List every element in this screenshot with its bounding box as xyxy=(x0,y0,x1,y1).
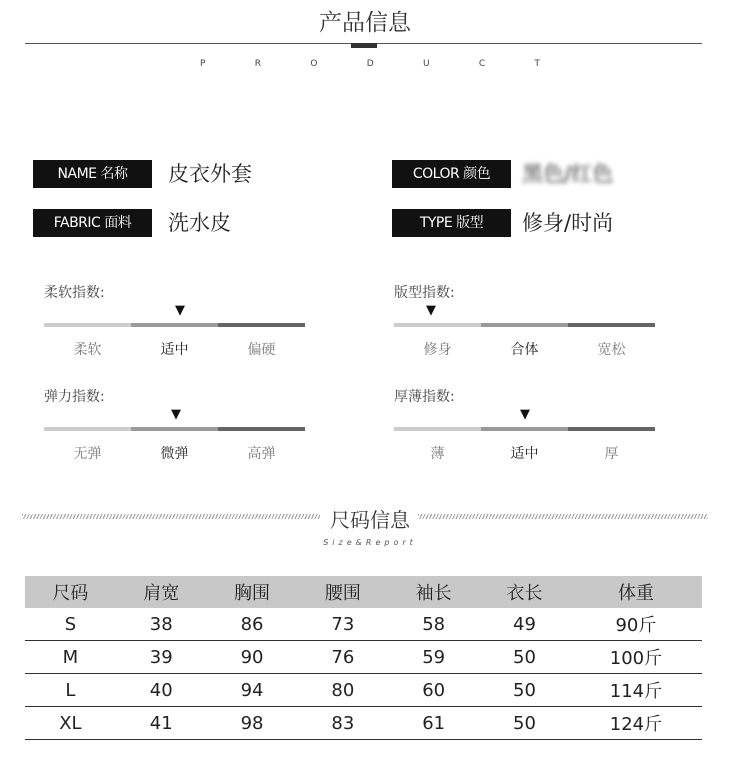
table-cell: 124斤 xyxy=(570,707,702,740)
scale-option: 无弹 xyxy=(73,446,102,462)
table-cell: 80 xyxy=(297,674,388,707)
softness-options xyxy=(44,339,305,359)
table-cell: 49 xyxy=(479,608,570,641)
elasticity-index-label: 弹力指数: xyxy=(44,389,105,405)
column-header: 尺码 xyxy=(25,576,116,608)
color-value: 黑色/红色 xyxy=(522,162,614,186)
scale-segment xyxy=(481,427,568,431)
column-header: 肩宽 xyxy=(116,576,207,608)
table-row xyxy=(25,641,702,674)
scale-option: 修身 xyxy=(423,342,452,358)
softness-scale xyxy=(44,323,305,327)
scale-segment xyxy=(44,323,131,327)
table-cell: 40 xyxy=(116,674,207,707)
table-cell: M xyxy=(25,641,116,674)
scale-option: 偏硬 xyxy=(247,342,276,358)
size-table xyxy=(25,576,702,740)
scale-option: 厚 xyxy=(604,446,619,462)
thickness-scale xyxy=(394,427,655,431)
name-tag: NAME 名称 xyxy=(33,160,152,188)
fit-options xyxy=(394,339,655,359)
table-cell: 41 xyxy=(116,707,207,740)
table-cell: 86 xyxy=(207,608,298,641)
type-value: 修身/时尚 xyxy=(522,211,614,235)
table-cell: XL xyxy=(25,707,116,740)
name-value: 皮衣外套 xyxy=(168,162,252,186)
product-letter: T xyxy=(534,59,540,69)
fit-index-label: 版型指数: xyxy=(394,285,455,301)
column-header: 腰围 xyxy=(297,576,388,608)
size-section-subtitle: Size&Report xyxy=(323,538,417,547)
size-section-title: 尺码信息 xyxy=(330,508,410,532)
scale-segment xyxy=(568,427,655,431)
column-header: 袖长 xyxy=(388,576,479,608)
scale-segment xyxy=(394,323,481,327)
table-cell: 90 xyxy=(207,641,298,674)
title-divider-tab xyxy=(351,43,377,48)
fabric-tag: FABRIC 面料 xyxy=(33,209,152,237)
table-cell: 60 xyxy=(388,674,479,707)
softness-pointer-icon: ▼ xyxy=(175,303,185,318)
table-cell: 98 xyxy=(207,707,298,740)
thickness-options xyxy=(394,443,655,463)
table-cell: 90斤 xyxy=(570,608,702,641)
scale-segment xyxy=(394,427,481,431)
column-header: 体重 xyxy=(570,576,702,608)
scale-segment xyxy=(131,323,218,327)
table-cell: 50 xyxy=(479,641,570,674)
table-cell: 73 xyxy=(297,608,388,641)
scale-option: 合体 xyxy=(510,342,539,358)
hatch-divider-right xyxy=(418,514,708,519)
table-cell: 50 xyxy=(479,674,570,707)
table-row xyxy=(25,707,702,740)
table-cell: L xyxy=(25,674,116,707)
table-cell: 76 xyxy=(297,641,388,674)
page-title: 产品信息 xyxy=(319,10,411,36)
scale-segment xyxy=(44,427,131,431)
fabric-value: 洗水皮 xyxy=(168,211,231,235)
scale-option: 宽松 xyxy=(597,342,626,358)
elasticity-options xyxy=(44,443,305,463)
type-tag: TYPE 版型 xyxy=(392,209,511,237)
table-row xyxy=(25,608,702,641)
table-cell: 38 xyxy=(116,608,207,641)
product-letter: D xyxy=(366,59,374,69)
table-cell: 94 xyxy=(207,674,298,707)
fit-scale xyxy=(394,323,655,327)
scale-option: 高弹 xyxy=(247,446,276,462)
scale-option: 薄 xyxy=(430,446,445,462)
table-cell: 39 xyxy=(116,641,207,674)
table-cell: 50 xyxy=(479,707,570,740)
table-cell: 83 xyxy=(297,707,388,740)
elasticity-scale xyxy=(44,427,305,431)
scale-option: 柔软 xyxy=(73,342,102,358)
table-cell: 114斤 xyxy=(570,674,702,707)
table-cell: S xyxy=(25,608,116,641)
scale-segment xyxy=(218,323,305,327)
table-header-row xyxy=(25,576,702,608)
column-header: 胸围 xyxy=(207,576,298,608)
column-header: 衣长 xyxy=(479,576,570,608)
product-letter: U xyxy=(422,59,430,69)
scale-segment xyxy=(568,323,655,327)
table-cell: 58 xyxy=(388,608,479,641)
scale-option-selected: 适中 xyxy=(160,342,189,358)
product-letters xyxy=(200,59,540,69)
table-cell: 100斤 xyxy=(570,641,702,674)
elasticity-pointer-icon: ▼ xyxy=(171,407,181,422)
product-letter: R xyxy=(254,59,262,69)
product-letter: P xyxy=(200,59,206,69)
scale-option-selected: 微弹 xyxy=(160,446,189,462)
table-row xyxy=(25,674,702,707)
table-cell: 59 xyxy=(388,641,479,674)
softness-index-label: 柔软指数: xyxy=(44,285,105,301)
scale-segment xyxy=(218,427,305,431)
scale-segment xyxy=(481,323,568,327)
table-cell: 61 xyxy=(388,707,479,740)
thickness-index-label: 厚薄指数: xyxy=(394,389,455,405)
product-letter: O xyxy=(310,59,318,69)
scale-segment xyxy=(131,427,218,431)
color-tag: COLOR 颜色 xyxy=(392,160,511,188)
thickness-pointer-icon: ▼ xyxy=(520,407,530,422)
scale-option-selected: 适中 xyxy=(510,446,539,462)
product-letter: C xyxy=(478,59,486,69)
hatch-divider-left xyxy=(22,514,320,519)
fit-pointer-icon: ▼ xyxy=(426,303,436,318)
